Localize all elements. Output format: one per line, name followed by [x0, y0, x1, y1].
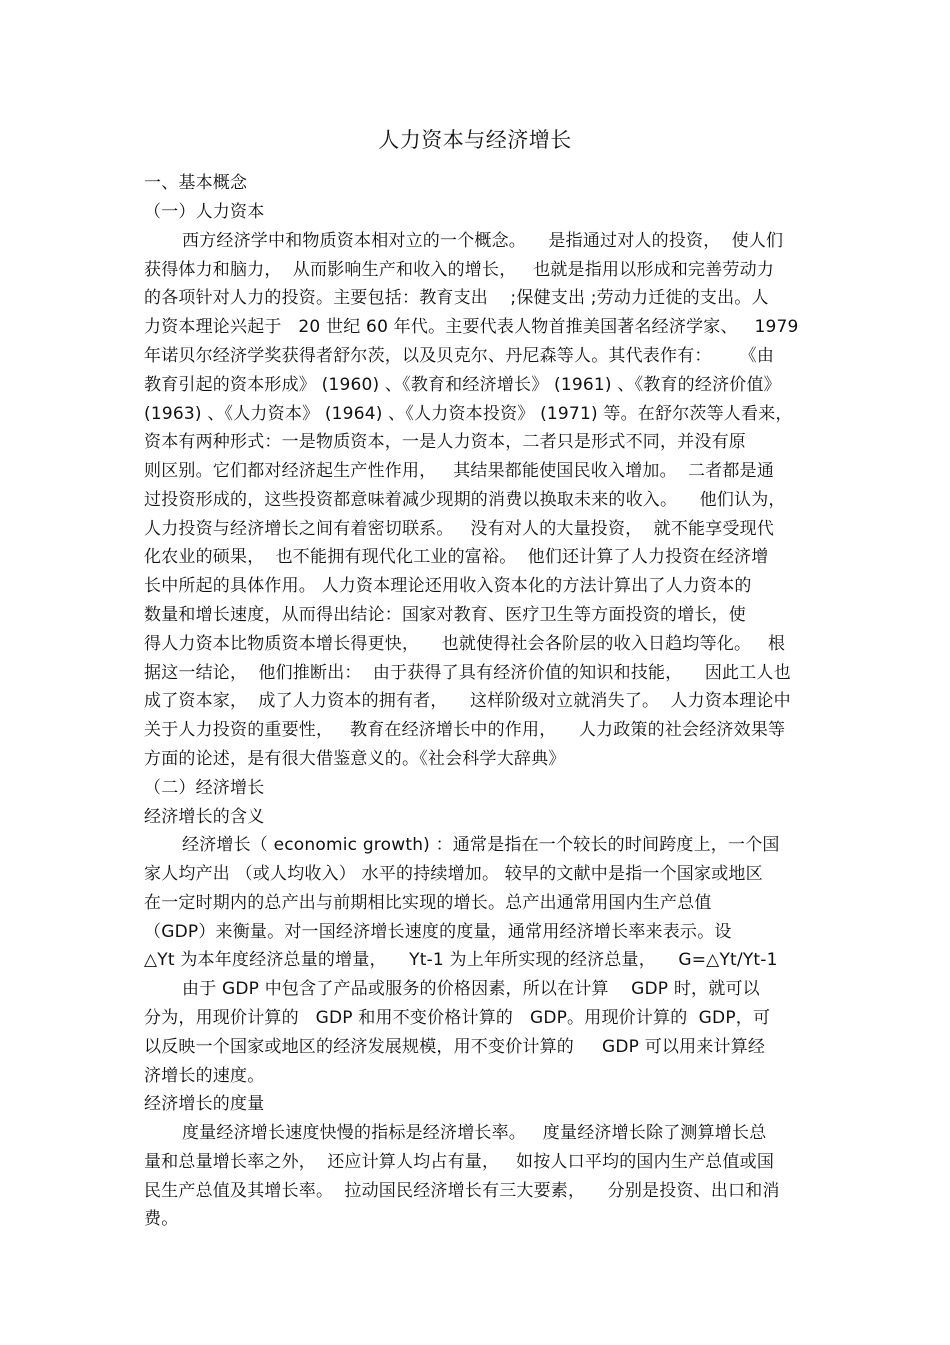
subheading: 经济增长的含义: [144, 807, 265, 827]
paragraph-line: (1963) 、《人力资本》 (1964) 、《人力资本投资》 (1971) 等。在舒尔茨等人看来，: [144, 404, 793, 424]
paragraph-line: 费。: [144, 1209, 179, 1229]
paragraph-line: 分为，用现价计算的 GDP 和用不变价格计算的 GDP。用现价计算的 GDP，可: [144, 1008, 771, 1028]
paragraph-line: 西方经济学中和物质资本相对立的一个概念。 是指通过对人的投资， 使人们: [182, 231, 784, 251]
paragraph-line: 关于人力投资的重要性， 教育在经济增长中的作用， 人力政策的社会经济效果等: [144, 720, 786, 740]
paragraph-line: 成了资本家， 成了人力资本的拥有者， 这样阶级对立就消失了。 人力资本理论中: [144, 691, 791, 711]
subsection-heading: （二）经济增长: [144, 778, 265, 798]
paragraph-line: 民生产总值及其增长率。 拉动国民经济增长有三大要素， 分别是投资、出口和消: [144, 1181, 780, 1201]
paragraph-line: 据这一结论， 他们推断出： 由于获得了具有经济价值的知识和技能， 因此工人也: [144, 663, 791, 683]
paragraph-line: 经济增长（ economic growth) ：通常是指在一个较长的时间跨度上，一个国: [182, 835, 780, 855]
paragraph-line: 资本有两种形式：一是物质资本，一是人力资本，二者只是形式不同，并没有原: [144, 432, 746, 452]
subsection-heading: （一）人力资本: [144, 202, 265, 222]
paragraph-line: 则区别。它们都对经济起生产性作用， 其结果都能使国民收入增加。 二者都是通: [144, 461, 775, 481]
paragraph-line: 年诺贝尔经济学奖获得者舒尔茨，以及贝克尔、丹尼森等人。其代表作有： 《由: [144, 346, 775, 366]
paragraph-line: 方面的论述，是有很大借鉴意义的。《社会科学大辞典》: [144, 749, 566, 769]
paragraph-line: 济增长的速度。: [144, 1066, 265, 1086]
paragraph-line: 长中所起的具体作用。 人力资本理论还用收入资本化的方法计算出了人力资本的: [144, 576, 752, 596]
paragraph-line: 以反映一个国家或地区的经济发展规模，用不变价计算的 GDP 可以用来计算经: [144, 1037, 766, 1057]
paragraph-line: 化农业的硕果， 也不能拥有现代化工业的富裕。 他们还计算了人力投资在经济增: [144, 547, 769, 567]
paragraph-line: （GDP）来衡量。对一国经济增长速度的度量，通常用经济增长率来表示。设: [144, 922, 732, 942]
paragraph-line: 度量经济增长速度快慢的指标是经济增长率。 度量经济增长除了测算增长总: [182, 1123, 767, 1143]
paragraph-line: 获得体力和脑力， 从而影响生产和收入的增长， 也就是指用以形成和完善劳动力: [144, 260, 775, 280]
paragraph-line: 量和总量增长率之外， 还应计算人均占有量， 如按人口平均的国内生产总值或国: [144, 1152, 775, 1172]
document-title: 人力资本与经济增长: [378, 128, 572, 152]
paragraph-line: 力资本理论兴起于 20 世纪 60 年代。主要代表人物首推美国著名经济学家、 1979: [144, 317, 799, 337]
paragraph-line: 数量和增长速度，从而得出结论：国家对教育、医疗卫生等方面投资的增长，使: [144, 605, 746, 625]
paragraph-line: △Yt 为本年度经济总量的增量， Yt-1 为上年所实现的经济总量， G=△Yt/Yt-1: [144, 950, 778, 970]
paragraph-line: 家人均产出 （或人均收入） 水平的持续增加。 较早的文献中是指一个国家或地区: [144, 864, 763, 884]
paragraph-line: 过投资形成的，这些投资都意味着减少现期的消费以换取未来的收入。 他们认为，: [144, 490, 786, 510]
paragraph-line: 在一定时期内的总产出与前期相比实现的增长。总产出通常用国内生产总值: [144, 893, 712, 913]
paragraph-line: 由于 GDP 中包含了产品或服务的价格因素，所以在计算 GDP 时，就可以: [182, 979, 760, 999]
section-heading: 一、基本概念: [144, 173, 248, 193]
paragraph-line: 教育引起的资本形成》 (1960) 、《教育和经济增长》 (1961) 、《教育的经济价值》: [144, 375, 781, 395]
paragraph-line: 得人力资本比物质资本增长得更快， 也就使得社会各阶层的收入日趋均等化。 根: [144, 634, 786, 654]
subheading: 经济增长的度量: [144, 1094, 265, 1114]
paragraph-line: 的各项针对人力的投资。主要包括：教育支出 ;保健支出 ;劳动力迁徙的支出。人: [144, 288, 769, 308]
paragraph-line: 人力投资与经济增长之间有着密切联系。 没有对人的大量投资， 就不能享受现代: [144, 519, 775, 539]
